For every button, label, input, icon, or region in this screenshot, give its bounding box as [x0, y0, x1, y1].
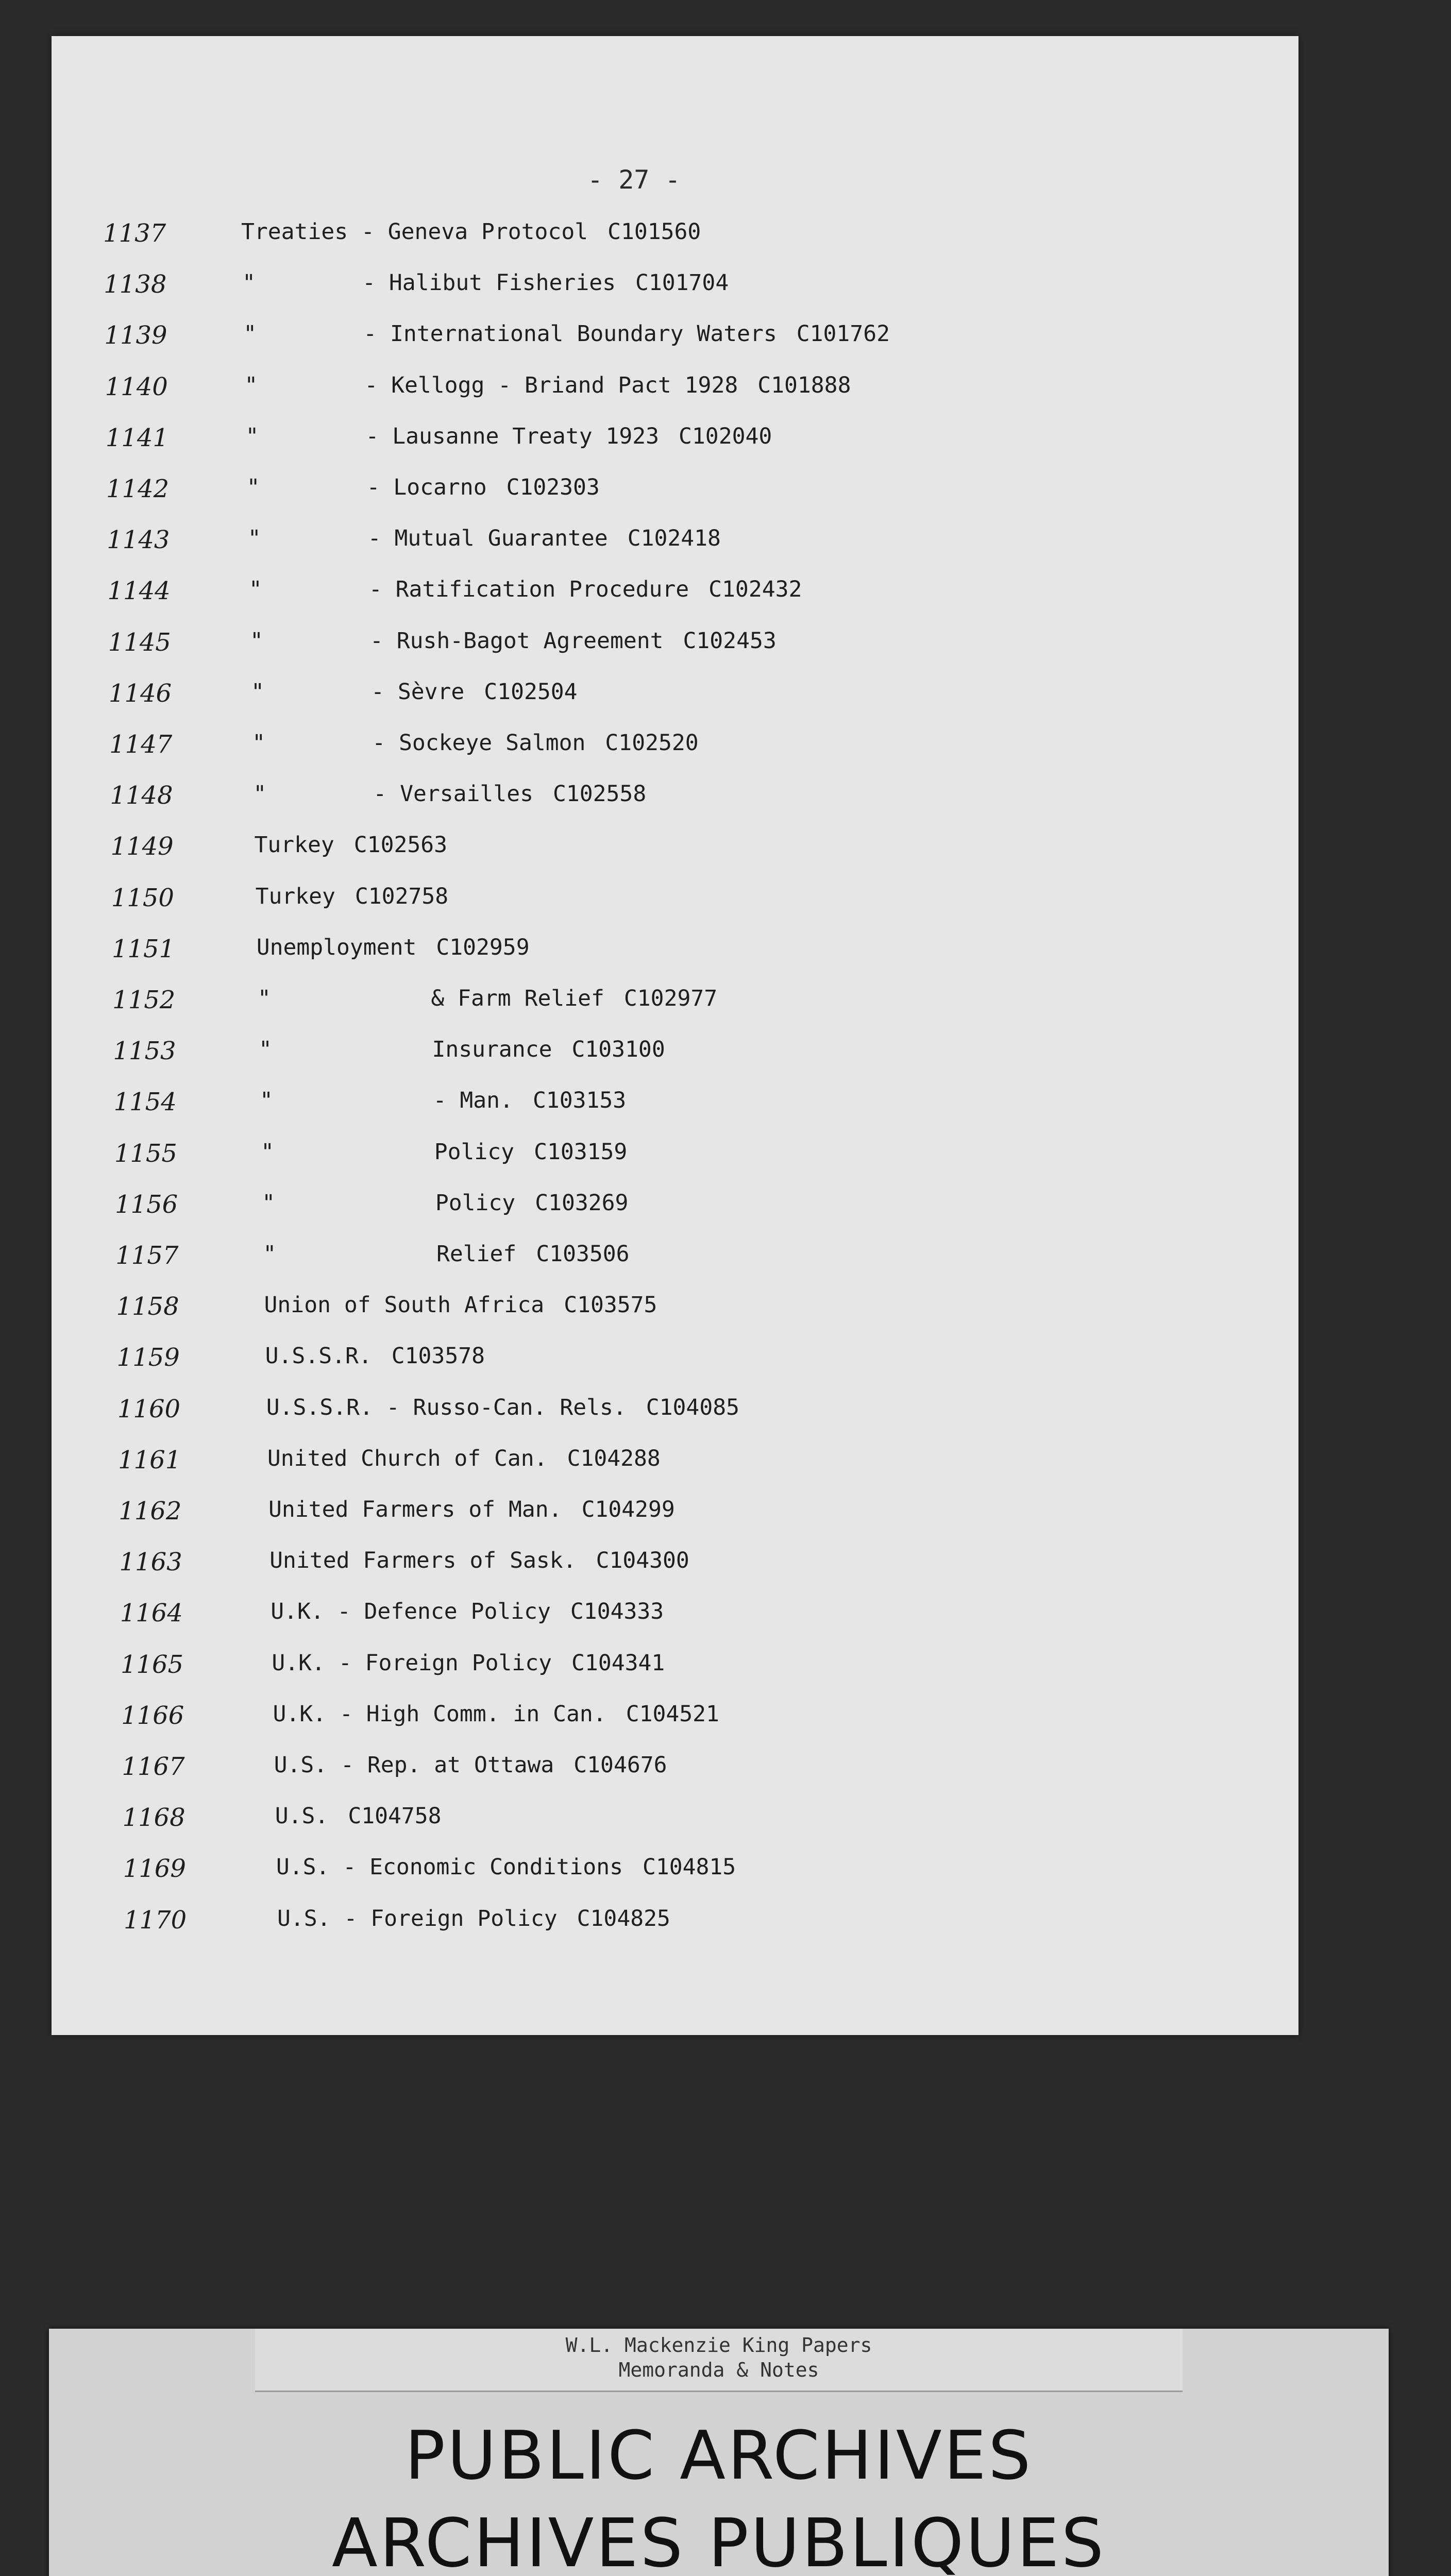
entry-code: C103575 [564, 1292, 657, 1318]
entry-subject: " - Versailles [253, 781, 533, 807]
entry-row [52, 423, 1298, 470]
entry-subject: " Relief [263, 1241, 517, 1267]
entry-subject: " - Mutual Guarantee [247, 526, 608, 552]
entry-row [52, 526, 1298, 572]
entry-code: C103153 [532, 1088, 627, 1114]
entry-row [52, 1241, 1298, 1287]
entry-number: 1143 [107, 526, 170, 555]
entry-code: C101762 [796, 321, 890, 347]
entry-number: 1154 [113, 1088, 177, 1117]
entry-row [52, 781, 1298, 827]
entry-code: C101560 [608, 219, 701, 245]
entry-row [52, 474, 1298, 521]
entry-code: C102303 [506, 474, 600, 500]
entry-code: C103159 [534, 1139, 628, 1165]
entry-row [52, 1854, 1298, 1901]
entry-code: C102563 [353, 832, 448, 858]
entry-row [52, 1906, 1298, 1952]
entry-code: C104521 [626, 1701, 719, 1727]
entry-row [52, 1803, 1298, 1850]
entry-number: 1170 [124, 1905, 187, 1935]
archive-name-french: ARCHIVES PUBLIQUES [331, 2504, 1106, 2576]
entry-number: 1138 [104, 270, 167, 299]
entry-number: 1144 [107, 577, 171, 606]
entry-number: 1148 [110, 781, 173, 810]
entry-code: C102040 [679, 423, 772, 449]
entry-number: 1139 [104, 321, 167, 350]
entry-code: C104300 [596, 1548, 689, 1574]
entry-code: C102959 [436, 934, 530, 960]
entry-code: C102558 [552, 781, 647, 807]
entry-subject: " - International Boundary Waters [243, 321, 777, 347]
entry-row [52, 1343, 1298, 1389]
entry-code: C104815 [642, 1854, 736, 1880]
entry-number: 1145 [108, 628, 171, 657]
entry-code: C103100 [571, 1037, 665, 1063]
entry-code: C103269 [535, 1190, 629, 1216]
entry-code: C104758 [348, 1803, 442, 1829]
entry-subject: U.S.S.R. [265, 1343, 372, 1369]
collection-tape [255, 2329, 1183, 2392]
entry-code: C102758 [355, 883, 449, 909]
collection-series: Memoranda & Notes [618, 2359, 819, 2381]
archive-name-english: PUBLIC ARCHIVES [404, 2416, 1033, 2495]
entry-row [52, 1548, 1298, 1594]
entry-subject: " - Halibut Fisheries [242, 270, 616, 296]
entry-row [52, 372, 1298, 419]
entry-number: 1146 [108, 679, 172, 708]
entry-row [52, 1395, 1298, 1441]
entry-code: C101888 [757, 372, 851, 398]
entry-subject: " Insurance [258, 1037, 552, 1063]
entry-code: C104825 [577, 1905, 670, 1931]
entry-code: C101704 [635, 270, 729, 296]
entry-row [52, 1088, 1298, 1134]
entry-row [52, 219, 1298, 265]
entry-subject: Union of South Africa [264, 1292, 545, 1318]
entry-number: 1157 [115, 1241, 179, 1270]
entry-code: C102432 [708, 577, 802, 603]
entry-subject: " Policy [261, 1139, 515, 1165]
entry-subject: U.K. - High Comm. in Can. [273, 1701, 606, 1727]
entry-subject: " Policy [262, 1190, 516, 1216]
entry-number: 1149 [110, 832, 174, 861]
entry-subject: " - Sèvre [251, 679, 465, 705]
entry-subject: United Farmers of Man. [268, 1497, 562, 1522]
entry-subject: Turkey [255, 883, 335, 909]
entry-row [52, 1139, 1298, 1185]
entry-row [52, 577, 1298, 623]
entry-number: 1164 [120, 1599, 183, 1628]
entry-number: 1156 [115, 1190, 178, 1219]
entry-row [52, 730, 1298, 776]
entry-row [52, 270, 1298, 316]
entry-code: C104676 [573, 1752, 667, 1778]
entry-number: 1163 [119, 1548, 182, 1577]
entry-row [52, 1650, 1298, 1697]
entry-subject: U.S.S.R. - Russo-Can. Rels. [266, 1394, 627, 1420]
page-number: - 27 - [587, 165, 681, 195]
entry-subject: U.K. - Foreign Policy [272, 1650, 552, 1676]
entry-number: 1169 [123, 1854, 186, 1884]
entry-row [52, 986, 1298, 1032]
entry-number: 1161 [118, 1445, 181, 1475]
archive-label-card [49, 2329, 1389, 2576]
entry-number: 1160 [117, 1394, 181, 1423]
entry-code: C102520 [605, 730, 699, 756]
entry-code: C103578 [391, 1343, 485, 1369]
entry-code: C103506 [536, 1241, 630, 1267]
entry-row [52, 679, 1298, 725]
entry-subject: " & Farm Relief [257, 986, 604, 1011]
entry-code: C104299 [581, 1497, 675, 1522]
entry-subject: " - Locarno [246, 474, 487, 500]
entry-subject: " - Lausanne Treaty 1923 [245, 423, 660, 449]
entry-subject: " - Man. [260, 1088, 513, 1114]
entry-subject: " - Sockeye Salmon [252, 730, 586, 756]
entry-subject: Treaties - Geneva Protocol [241, 219, 588, 245]
entry-number: 1150 [111, 883, 174, 912]
entry-row [52, 1701, 1298, 1748]
entry-code: C104288 [567, 1445, 661, 1471]
entry-subject: " - Kellogg - Briand Pact 1928 [244, 372, 738, 398]
entry-subject: U.S. - Economic Conditions [276, 1854, 623, 1880]
entry-number: 1159 [116, 1343, 180, 1372]
collection-name: W.L. Mackenzie King Papers [565, 2334, 872, 2357]
entry-row [52, 1292, 1298, 1338]
entry-list [52, 36, 1298, 2035]
entry-subject: Turkey [254, 832, 334, 858]
entry-code: C102453 [683, 628, 777, 654]
entry-number: 1152 [112, 986, 176, 1014]
entry-code: C102418 [627, 526, 721, 552]
entry-code: C104333 [570, 1599, 664, 1625]
entry-subject: Unemployment [256, 934, 417, 960]
entry-number: 1153 [113, 1037, 176, 1066]
entry-subject: U.S. - Rep. at Ottawa [274, 1752, 554, 1778]
entry-subject: U.S. - Foreign Policy [277, 1905, 558, 1931]
entry-number: 1168 [122, 1803, 185, 1833]
entry-row [52, 832, 1298, 878]
entry-row [52, 1752, 1298, 1799]
entry-code: C102977 [623, 986, 718, 1011]
entry-subject: U.K. - Defence Policy [271, 1599, 551, 1625]
entry-row [52, 628, 1298, 674]
entry-row [52, 321, 1298, 367]
entry-number: 1141 [105, 423, 168, 452]
entry-number: 1162 [119, 1497, 182, 1526]
entry-number: 1147 [109, 730, 173, 759]
entry-number: 1151 [111, 934, 175, 963]
entry-code: C102504 [484, 679, 578, 705]
entry-code: C104341 [571, 1650, 665, 1676]
entry-number: 1165 [120, 1650, 184, 1679]
entry-number: 1142 [106, 474, 170, 503]
entry-number: 1137 [103, 219, 166, 248]
entry-number: 1155 [114, 1139, 177, 1168]
entry-code: C104085 [646, 1394, 739, 1420]
entry-subject: U.S. [275, 1803, 329, 1829]
entry-row [52, 935, 1298, 981]
entry-row [52, 1497, 1298, 1543]
entry-row [52, 1190, 1298, 1236]
entry-row [52, 884, 1298, 930]
entry-subject: United Church of Can. [267, 1445, 548, 1471]
entry-number: 1140 [105, 372, 168, 401]
document-page [52, 36, 1298, 2035]
entry-subject: " - Ratification Procedure [248, 577, 689, 603]
entry-subject: " - Rush-Bagot Agreement [249, 628, 664, 654]
entry-row [52, 1599, 1298, 1645]
entry-row [52, 1446, 1298, 1492]
entry-number: 1166 [121, 1701, 184, 1730]
entry-row [52, 1037, 1298, 1083]
entry-number: 1167 [122, 1752, 185, 1781]
entry-subject: United Farmers of Sask. [269, 1548, 577, 1574]
entry-number: 1158 [116, 1292, 179, 1321]
